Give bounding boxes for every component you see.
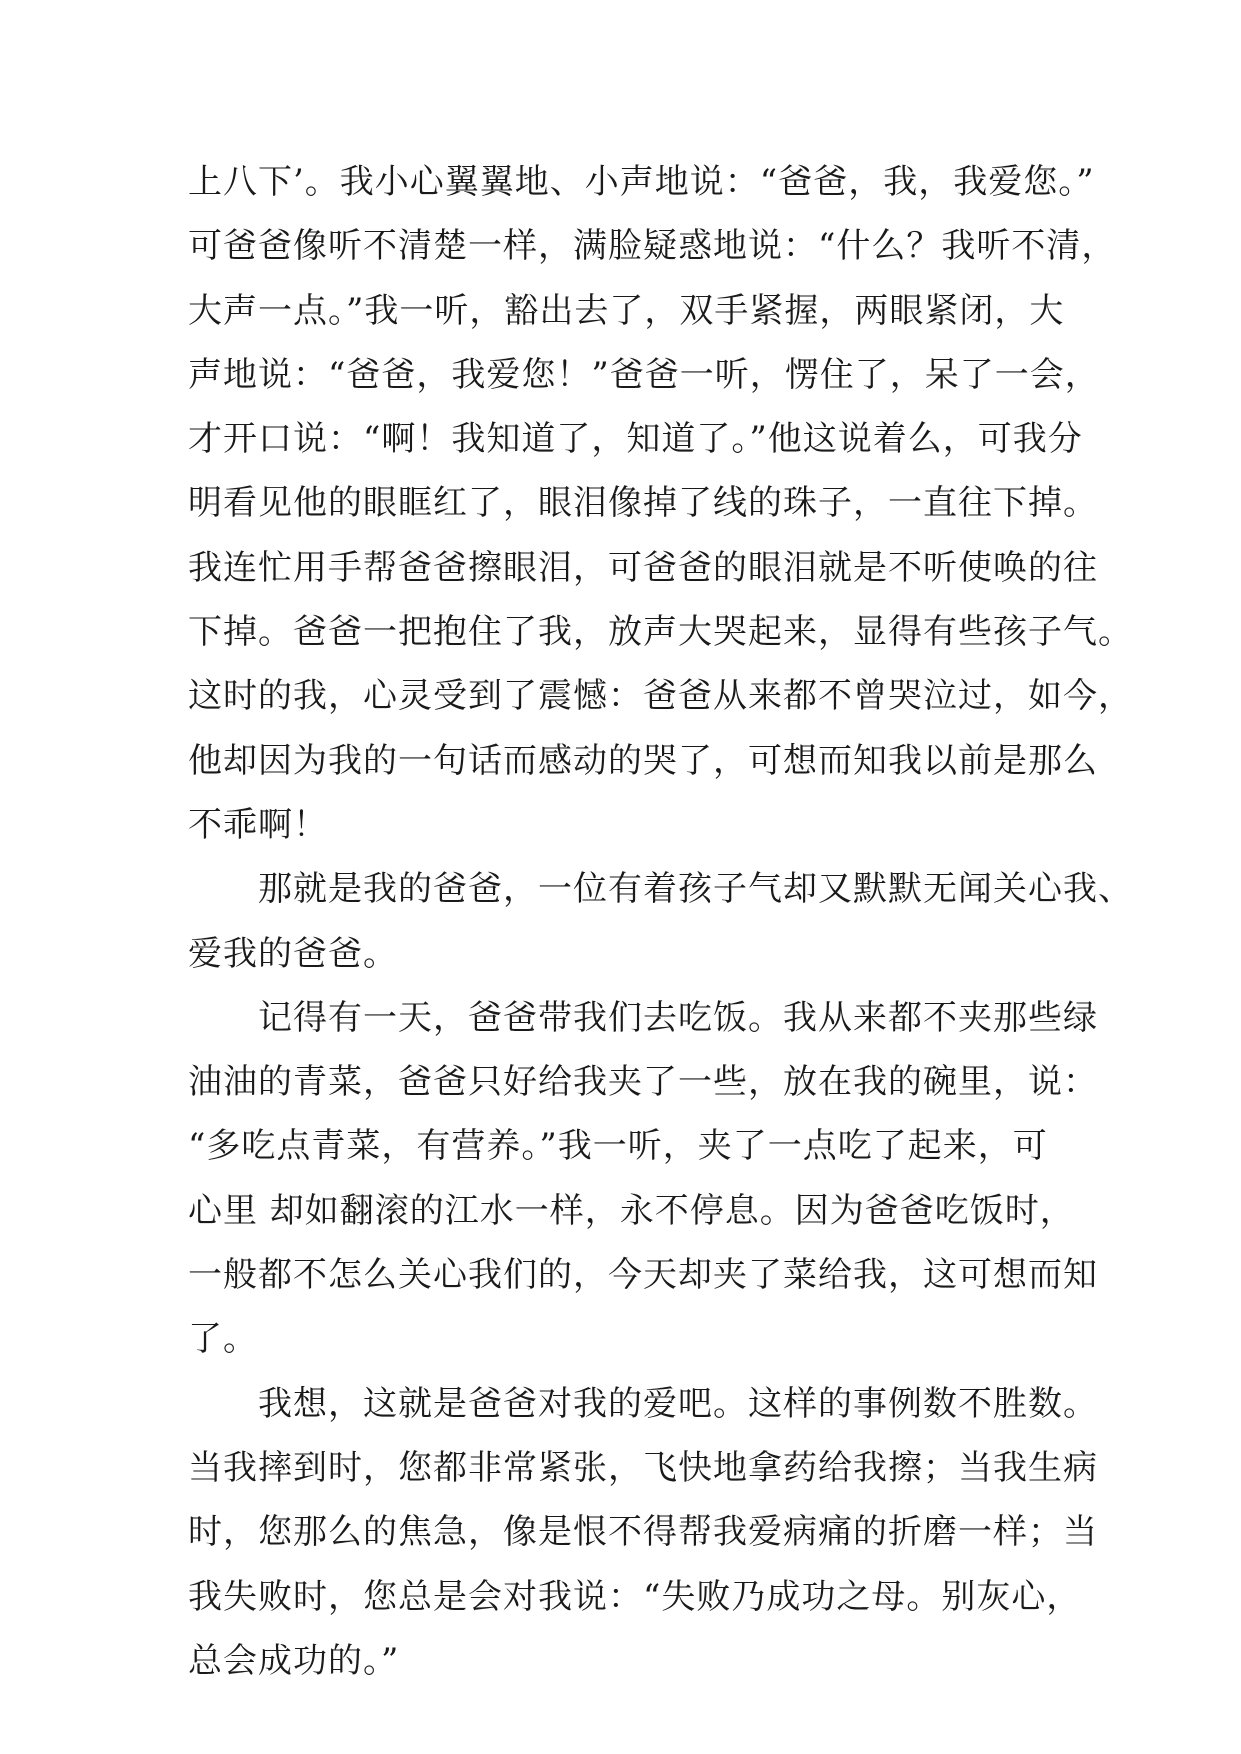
text-line: 可爸爸像听不清楚一样，满脸疑惑地说：“什么？我听不清， <box>188 226 1117 267</box>
text-line: 上八下’。我小心翼翼地、小声地说：“爸爸，我，我爱您。” <box>188 162 1095 202</box>
text-line: “多吃点青菜，有营养。”我一听，夹了一点吃了起来，可 <box>188 1126 1048 1167</box>
text-line: 我失败时，您总是会对我说：“失败乃成功之母。别灰心， <box>188 1576 1082 1617</box>
text-line: 油油的青菜，爸爸只好给我夹了一些，放在我的碗里，说： <box>188 1062 1098 1103</box>
text-line: 一般都不怎么关心我们的，今天却夹了菜给我，这可想而知 <box>188 1255 1098 1296</box>
essay-body <box>188 150 1133 1693</box>
text-line: 他却因为我的一句话而感动的哭了，可想而知我以前是那么 <box>188 740 1098 781</box>
paragraph-start-line: 我想，这就是爸爸对我的爱吧。这样的事例数不胜数。 <box>188 1383 1098 1424</box>
text-line: 总会成功的。” <box>188 1640 400 1681</box>
text-line: 下掉。爸爸一把抱住了我，放声大哭起来，显得有些孩子气。 <box>188 612 1133 653</box>
text-line: 明看见他的眼眶红了，眼泪像掉了线的珠子，一直往下掉。 <box>188 483 1098 524</box>
paragraph-start-line: 记得有一天，爸爸带我们去吃饭。我从来都不夹那些绿 <box>188 997 1098 1038</box>
text-line: 这时的我，心灵受到了震憾：爸爸从来都不曾哭泣过，如今， <box>188 676 1133 717</box>
text-line: 不乖啊！ <box>188 804 328 845</box>
text-line: 我连忙用手帮爸爸擦眼泪，可爸爸的眼泪就是不听使唤的往 <box>188 547 1098 588</box>
text-line: 才开口说：“啊！我知道了，知道了。”他这说着么，可我分 <box>188 419 1083 460</box>
text-line: 心里 却如翻滚的江水一样，永不停息。因为爸爸吃饭时， <box>188 1190 1075 1231</box>
text-line: 大声一点。”我一听，豁出去了，双手紧握，两眼紧闭，大 <box>188 290 1065 331</box>
text-line: 当我摔到时，您都非常紧张，飞快地拿药给我擦；当我生病 <box>188 1447 1098 1488</box>
paragraph-start-line: 那就是我的爸爸，一位有着孩子气却又默默无闻关心我、 <box>188 869 1133 910</box>
text-line: 爱我的爸爸。 <box>188 933 398 974</box>
text-line: 了。 <box>188 1319 258 1360</box>
text-line: 声地说：“爸爸，我爱您！”爸爸一听，愣住了，呆了一会， <box>188 354 1100 395</box>
text-line: 时，您那么的焦急，像是恨不得帮我爱病痛的折磨一样；当 <box>188 1512 1098 1553</box>
